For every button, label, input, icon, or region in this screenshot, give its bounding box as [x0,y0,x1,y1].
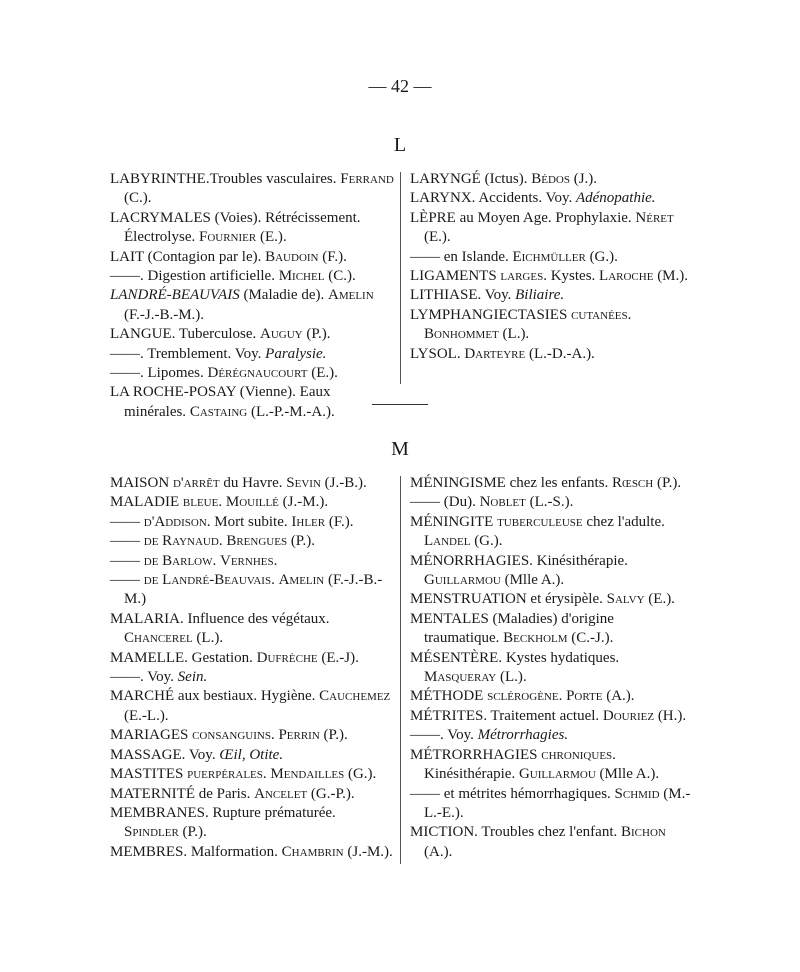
index-entry: MAMELLE. Gestation. Dufrèche (E.-J). [110,649,359,666]
index-entry: MARCHÉ aux bestiaux. Hygiène. Cauchemez (E.-L.). [110,688,391,724]
column-divider [400,476,401,864]
index-entry: MASTITES puerpérales. Mendailles (G.). [110,766,377,783]
index-entry: LANGUE. Tuberculose. Auguy (P.). [110,326,331,343]
index-entry: MARIAGES consanguins. Perrin (P.). [110,727,348,744]
index-entry: MÉTHODE sclérogène. Porte (A.). [410,688,635,705]
index-entry: LARYNGÉ (Ictus). Bédos (J.). [410,171,598,187]
index-entry: MÉTRITES. Traitement actuel. Douriez (H.). [410,707,687,724]
section-letter-l: L [393,134,407,156]
index-entry: LABYRINTHE.Troubles vasculaires. Ferrand (C.). [110,171,394,207]
index-entry: LYSOL. Darteyre (L.-D.-A.). [410,345,595,362]
index-entry: MATERNITÉ de Paris. Ancelet (G.-P.). [110,785,355,802]
index-entry: ——. Voy. Sein. [110,669,208,686]
index-entry: MENSTRUATION et érysipèle. Salvy (E.). [410,591,675,608]
index-entry: —— et métrites hémorrhagiques. Schmid (M.-L.-E.). [410,785,691,821]
page-number: — 42 — [368,76,432,96]
column-divider [400,172,401,384]
index-entry: MAISON d'arrêt du Havre. Sevin (J.-B.). [110,475,367,491]
index-entry: MASSAGE. Voy. Œil, Otite. [110,746,284,763]
index-entry: LA ROCHE-POSAY (Vienne). Eaux minérales. Castaing (L.-P.-M.-A.). [110,384,335,420]
index-entry: ——. Lipomes. Dérégnaucourt (E.). [110,365,338,382]
index-entry: MALADIE bleue. Mouillé (J.-M.). [110,494,329,511]
index-entry: MÉSENTÈRE. Kystes hydatiques. Masqueray (L.). [410,649,620,686]
index-entry: LACRYMALES (Voies). Rétrécissement. Électrolyse. Fournier (E.). [110,209,361,246]
section-separator-rule [372,404,428,405]
index-entry: MALARIA. Influence des végétaux. Chancerel (L.). [110,610,330,647]
section-m-right-column [410,474,692,862]
index-entry: LIGAMENTS larges. Kystes. Laroche (M.). [410,268,689,285]
index-entry: MÉNINGISME chez les enfants. Rœsch (P.). [410,475,682,491]
index-entry: LANDRÉ-BEAUVAIS (Maladie de). Amelin (F.-J.-B.-M.). [110,287,374,323]
section-m-left-column [110,474,394,862]
index-entry: MÉNINGITE tuberculeuse chez l'adulte. Landel (G.). [410,513,665,550]
index-entry: —— de Barlow. Vernhes. [110,552,278,569]
index-entry: MENTALES (Maladies) d'origine traumatique. Beckholm (C.-J.). [410,610,614,647]
index-entry: LARYNX. Accidents. Voy. Adénopathie. [410,190,656,207]
index-entry: —— de Raynaud. Brengues (P.). [110,533,315,550]
index-entry: MÉTRORRHAGIES chroniques. Kinésithérapie. Guillarmou (Mlle A.). [410,746,660,783]
index-entry: —— d'Addison. Mort subite. Ihler (F.). [110,513,354,530]
index-entry: MEMBRANES. Rupture prématurée. Spindler (P.). [110,804,336,841]
index-entry: ——. Tremblement. Voy. Paralysie. [110,345,327,362]
index-entry: LAIT (Contagion par le). Baudoin (F.). [110,248,347,265]
index-entry: MICTION. Troubles chez l'enfant. Bichon (A.). [410,824,666,860]
section-l-left-column [110,170,394,422]
section-l-right-column [410,170,692,364]
index-entry: LYMPHANGIECTASIES cutanées. Bonhommet (L.). [410,306,632,343]
index-entry: ——. Voy. Métrorrhagies. [410,727,569,744]
index-entry: LITHIASE. Voy. Biliaire. [410,287,565,304]
index-entry: —— de Landré-Beauvais. Amelin (F.-J.-B.-M.) [110,572,383,608]
index-entry: —— (Du). Noblet (L.-S.). [410,494,574,511]
index-entry: MÉNORRHAGIES. Kinésithérapie. Guillarmou (Mlle A.). [410,552,628,589]
index-entry: MEMBRES. Malformation. Chambrin (J.-M.). [110,843,393,860]
index-entry: LÈPRE au Moyen Age. Prophylaxie. Néret (E.). [410,209,674,246]
index-entry: —— en Islande. Eichmüller (G.). [410,248,618,265]
section-letter-m: M [391,438,409,460]
index-entry: ——. Digestion artificielle. Michel (C.). [110,268,356,285]
